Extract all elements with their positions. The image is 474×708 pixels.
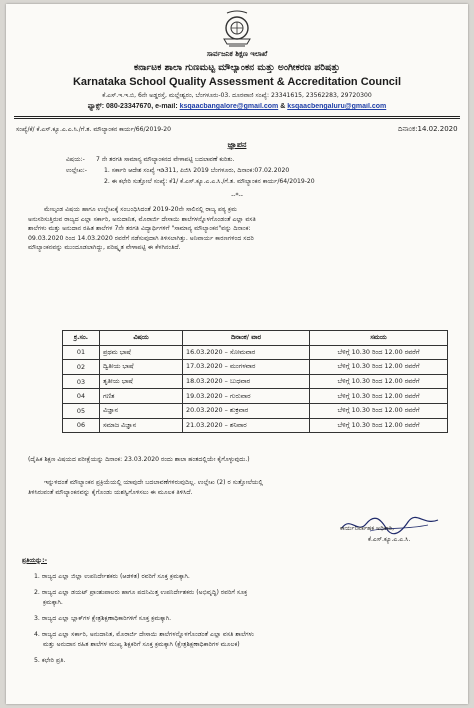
reference-number: ಸಂಖ್ಯೆ/ಕೆ/ ಕೆ.ಎಸ್.ಕ್ಯೂ.ಎ.ಎ.ಸಿ./ಗೆ.ತ. ಮೌಲ್ಯಾಂಕನ ಕಾರ್ಯ/66/2019-20	[16, 126, 172, 133]
subject-cell: ಸಮಾಜ ವಿಜ್ಞಾನ	[100, 418, 183, 433]
reference-label: ಉಲ್ಲೇಖ:-	[66, 167, 88, 174]
organisation-name-kannada: ಕರ್ನಾಟಕ ಶಾಲಾ ಗುಣಮಟ್ಟ ಮೌಲ್ಯಾಂಕನ ಮತ್ತು ಅಂಗೀಕರಣ ಪರಿಷತ್ತು	[134, 62, 340, 73]
subject-text: 7 ನೇ ತರಗತಿ ಸಾಮಾನ್ಯ ಮೌಲ್ಯಾಂಕನದ ವೇಳಾಪಟ್ಟಿ ಬದಲಾವಣೆ ಕುರಿತು.	[96, 156, 235, 163]
reference-line-1: 1. ಸರ್ಕಾರಿ ಆದೇಶ ಸಂಖ್ಯೆ ಇಡಿ311, ಪಿಜಿಸಿ 2019 ಬೆಂಗಳೂರು, ದಿನಾಂಕ:07.02.2020	[104, 167, 290, 174]
signatory-designation: ಕಾರ್ಯನಿರ್ವಾಹಕ ಅಧಿಕಾರಿ,	[340, 525, 395, 532]
government-emblem-icon	[219, 9, 255, 51]
email-label: e-mail:	[155, 103, 178, 110]
time-cell: ಬೆಳಿಗ್ಗೆ 10.30 ರಿಂದ 12.00 ರವರೆಗೆ	[310, 403, 448, 418]
document-page	[6, 4, 468, 704]
email-separator: &	[280, 103, 286, 110]
serial-cell: 06	[63, 418, 100, 433]
subject-cell: ತೃತೀಯ ಭಾಷೆ	[100, 374, 183, 389]
copy-recipient: 3. ರಾಜ್ಯದ ಎಲ್ಲಾ ಬ್ಲಾಕ್‌ಗಳ ಕ್ಷೇತ್ರಶಿಕ್ಷಣಾಧಿಕಾರಿಗಳಿಗೆ ಸೂಕ್ತ ಕ್ರಮಕ್ಕಾಗಿ.	[34, 615, 172, 622]
body-line: 09.03.2020 ರಿಂದ 14.03.2020 ರವರೆಗೆ ನಡೆಸುವುದಾಗಿ ತಿಳಿಸಲಾಗಿತ್ತು. ಅನಿವಾರ್ಯ ಕಾರಣಗಳಿಂದ ಸದರಿ	[28, 234, 254, 242]
subject-cell: ಪ್ರಥಮ ಭಾಷೆ	[100, 345, 183, 360]
time-cell: ಬೆಳಿಗ್ಗೆ 10.30 ರಿಂದ 12.00 ರವರೆಗೆ	[310, 418, 448, 433]
serial-cell: 05	[63, 403, 100, 418]
department-name: ಸಾರ್ವಜನಿಕ ಶಿಕ್ಷಣ ಇಲಾಖೆ	[206, 50, 268, 58]
subject-cell: ಗಣಿತ	[100, 389, 183, 404]
subject-cell: ದ್ವಿತೀಯ ಭಾಷೆ	[100, 360, 183, 375]
copy-recipient: 4. ರಾಜ್ಯದ ಎಲ್ಲಾ ಸರ್ಕಾರಿ, ಅನುದಾನಿತ, ಮೊರಾರ್ಜಿ ದೇಸಾಯಿ ಶಾಲೆಗಳನ್ನೊಳಗೊಂಡಂತೆ ಎಲ್ಲಾ ವಸತಿ ಶಾಲೆಗಳು	[34, 631, 254, 638]
date-cell: 16.03.2020 – ಸೋಮವಾರ	[183, 345, 310, 360]
body-line: ಅನುಸರಿಸುತ್ತಿರುವ ರಾಜ್ಯದ ಎಲ್ಲಾ ಸರ್ಕಾರಿ, ಅನುದಾನಿತ, ಮೊರಾರ್ಜಿ ದೇಸಾಯಿ ಶಾಲೆಗಳನ್ನೊಳಗೊಂಡಂತೆ ಎಲ್ಲಾ ವಸತಿ	[28, 215, 256, 223]
separator-mark: --*--	[231, 192, 243, 199]
body-paragraph	[28, 205, 452, 253]
date-cell: 17.03.2020 – ಮಂಗಳವಾರ	[183, 360, 310, 375]
memo-title: ಜ್ಞಾಪನ	[227, 140, 247, 149]
copies-label: ಪ್ರತಿಯನ್ನು:-	[22, 557, 48, 564]
exam-schedule-table	[62, 330, 448, 433]
header-divider-second	[14, 118, 460, 119]
office-address: ಕೆ.ಎಸ್.ಇ.ಇ.ಬಿ, 6ನೇ ಅಡ್ಡರಸ್ತೆ, ಮಲ್ಲೇಶ್ವರಂ, ಬೆಂಗಳೂರು-03. ದೂರವಾಣಿ ಸಂಖ್ಯೆ: 23341615, 23562283, 29720300	[102, 92, 372, 99]
time-cell: ಬೆಳಿಗ್ಗೆ 10.30 ರಿಂದ 12.00 ರವರೆಗೆ	[310, 360, 448, 375]
document-date: ದಿನಾಂಕ:14.02.2020	[398, 125, 458, 133]
column-header-date-day: ದಿನಾಂಕ/ ವಾರ	[183, 331, 310, 346]
table-row	[63, 360, 448, 375]
date-cell: 20.03.2020 – ಶುಕ್ರವಾರ	[183, 403, 310, 418]
copy-recipient: 1. ರಾಜ್ಯದ ಎಲ್ಲಾ ಜಿಲ್ಲಾ ಉಪನಿರ್ದೇಶಕರು (ಆಡಳಿತ) ರವರಿಗೆ ಸೂಕ್ತ ಕ್ರಮಕ್ಕಾಗಿ.	[34, 573, 190, 580]
subject-label: ವಿಷಯ:-	[66, 156, 85, 163]
copy-recipient: 5. ಕಛೇರಿ ಪ್ರತಿ.	[34, 657, 66, 664]
date-cell: 21.03.2020 – ಶನಿವಾರ	[183, 418, 310, 433]
subject-cell: ವಿಜ್ಞಾನ	[100, 403, 183, 418]
serial-cell: 01	[63, 345, 100, 360]
body-line: ಮೌಲ್ಯಾಂಕನವನ್ನು ಮುಂದೂಡಲಾಗಿದ್ದು, ಪರಿಷ್ಕೃತ ವೇಳಾಪಟ್ಟಿ ಈ ಕೆಳಗಿನಂತಿದೆ.	[28, 244, 181, 252]
time-cell: ಬೆಳಿಗ್ಗೆ 10.30 ರಿಂದ 12.00 ರವರೆಗೆ	[310, 345, 448, 360]
fax-number: ಫ್ಯಾಕ್ಸ್: 080-23347670,	[87, 103, 154, 110]
reference-line-2: 2. ಈ ಕಛೇರಿ ಸುತ್ತೋಲೆ ಸಂಖ್ಯೆ: ಕೆ1/ ಕೆ.ಎಸ್.ಕ್ಯೂ.ಎ.ಎ.ಸಿ./ಗೆ.ತ. ಮೌಲ್ಯಾಂಕನ ಕಾರ್ಯ/64/2019-20	[104, 178, 315, 185]
copy-recipient-continued: ಮತ್ತು ಅನುದಾನ ರಹಿತ ಶಾಲೆಗಳ ಮುಖ್ಯ ಶಿಕ್ಷಕರಿಗೆ ಸೂಕ್ತ ಕ್ರಮಕ್ಕಾಗಿ (ಕ್ಷೇತ್ರಶಿಕ್ಷಣಾಧಿಕಾರಿಗಳ ಮೂಲಕ)	[43, 641, 240, 648]
table-row	[63, 403, 448, 418]
header-divider	[14, 116, 460, 117]
copy-recipient: 2. ರಾಜ್ಯದ ಎಲ್ಲಾ ಡಯಟ್ ಪ್ರಾಂಶುಪಾಲರು ಹಾಗೂ ಪದನಿಮಿತ್ತ ಉಪನಿರ್ದೇಶಕರು (ಅಭಿವೃದ್ಧಿ) ರವರಿಗೆ ಸೂಕ್ತ	[34, 589, 248, 596]
date-cell: 19.03.2020 – ಗುರುವಾರ	[183, 389, 310, 404]
signatory-organisation: ಕೆ.ಎಸ್.ಕ್ಯೂ.ಎ.ಎ.ಸಿ.	[368, 536, 411, 543]
body-line: ಮೇಲ್ಕಂಡ ವಿಷಯ ಹಾಗೂ ಉಲ್ಲೇಖಕ್ಕೆ ಸಂಬಂಧಿಸಿದಂತೆ 2019-20ನೇ ಸಾಲಿನಲ್ಲಿ ರಾಜ್ಯ ಪಠ್ಯ ಕ್ರಮ	[44, 206, 237, 213]
physical-education-note: (ದೈಹಿಕ ಶಿಕ್ಷಣ ವಿಷಯದ ಪರೀಕ್ಷೆಯನ್ನು ದಿನಾಂಕ: 23.03.2020 ರಂದು ಶಾಲಾ ಹಂತದಲ್ಲಿಯೇ ಕೈಗೊಳ್ಳುವುದು.)	[28, 456, 250, 463]
copy-recipient-continued: ಕ್ರಮಕ್ಕಾಗಿ.	[43, 599, 63, 606]
column-header-subject: ವಿಷಯ	[100, 331, 183, 346]
time-cell: ಬೆಳಿಗ್ಗೆ 10.30 ರಿಂದ 12.00 ರವರೆಗೆ	[310, 374, 448, 389]
serial-cell: 02	[63, 360, 100, 375]
contact-line	[6, 103, 468, 111]
table-row	[63, 389, 448, 404]
table-row	[63, 345, 448, 360]
email-link-bengaluru[interactable]: ksqaacbengaluru@gmail.com	[287, 103, 387, 110]
email-link-bangalore[interactable]: ksqaacbangalore@gmail.com	[179, 103, 279, 110]
organisation-name-english: Karnataka School Quality Assessment & Accreditation Council	[72, 76, 402, 88]
column-header-serial: ಕ್ರ.ಸಂ.	[63, 331, 100, 346]
closing-paragraph	[28, 478, 452, 497]
table-row	[63, 418, 448, 433]
time-cell: ಬೆಳಿಗ್ಗೆ 10.30 ರಿಂದ 12.00 ರವರೆಗೆ	[310, 389, 448, 404]
body-line: ಶಾಲೆಗಳು ಮತ್ತು ಅನುದಾನ ರಹಿತ ಶಾಲೆಗಳ 7ನೇ ತರಗತಿ ವಿದ್ಯಾರ್ಥಿಗಳಿಗೆ "ಸಾಮಾನ್ಯ ಮೌಲ್ಯಾಂಕನ"ವನ್ನು ದಿನಾಂಕ:	[28, 225, 251, 233]
closing-line: ತಿಳಿಸಿರುವಂತೆ ಮೌಲ್ಯಾಂಕನವನ್ನು ಕೈಗೊಂಡು ಯಶಸ್ವಿಗೊಳಿಸಲು ಈ ಮೂಲಕ ತಿಳಿಸಿದೆ.	[28, 488, 193, 496]
column-header-time: ಸಮಯ	[310, 331, 448, 346]
date-cell: 18.03.2020 – ಬುಧವಾರ	[183, 374, 310, 389]
closing-line: ಇನ್ನುಳಿದಂತೆ ಮೌಲ್ಯಾಂಕನ ಪ್ರಕ್ರಿಯೆಯಲ್ಲಿ ಯಾವುದೇ ಬದಲಾವಣೆಗಳಿರುವುದಿಲ್ಲ. ಉಲ್ಲೇಖ (2) ರ ಸುತ್ತೋಲೆಯಲ್ಲಿ	[44, 479, 264, 486]
serial-cell: 03	[63, 374, 100, 389]
table-row	[63, 374, 448, 389]
table-header-row	[63, 331, 448, 346]
serial-cell: 04	[63, 389, 100, 404]
